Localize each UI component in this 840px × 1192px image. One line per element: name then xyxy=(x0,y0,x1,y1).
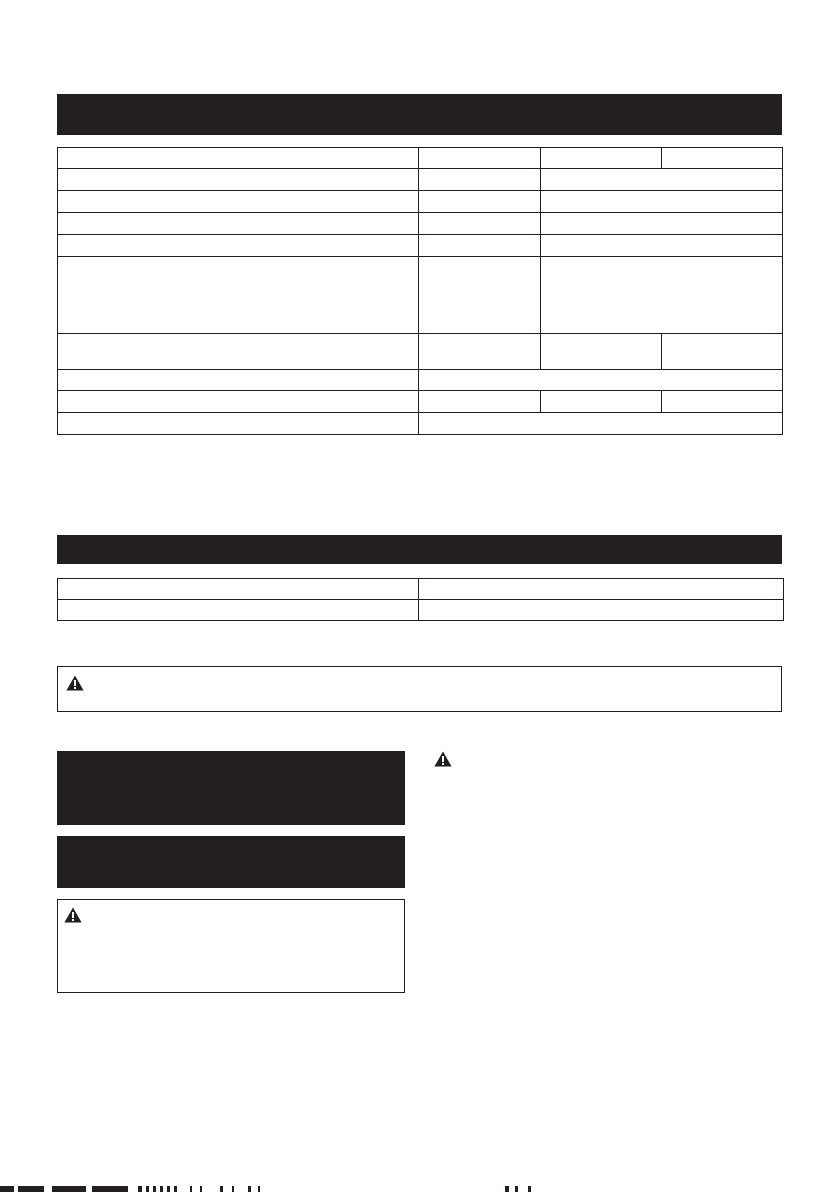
table-cell xyxy=(58,257,419,334)
table-cell xyxy=(540,235,782,257)
table-cell xyxy=(58,334,419,370)
table-row xyxy=(58,235,783,257)
warning-triangle-icon xyxy=(434,751,452,767)
table-row xyxy=(58,148,783,169)
warning-triangle-icon xyxy=(66,675,84,691)
table-row xyxy=(58,600,784,621)
table-row xyxy=(58,579,784,600)
table-cell xyxy=(58,213,419,235)
table-cell xyxy=(419,579,784,600)
table-cell xyxy=(661,391,782,413)
table-cell xyxy=(419,235,540,257)
table-row xyxy=(58,391,783,413)
table-cell xyxy=(540,391,661,413)
table-cell xyxy=(419,191,540,213)
table-cell xyxy=(661,148,782,169)
table-cell xyxy=(58,600,419,621)
table-row xyxy=(58,413,783,435)
table-cell xyxy=(419,413,783,435)
second-section-banner xyxy=(57,535,782,564)
table-cell xyxy=(540,213,782,235)
table-cell xyxy=(419,370,783,391)
second-table xyxy=(57,578,784,621)
table-cell xyxy=(58,235,419,257)
table-cell xyxy=(419,600,784,621)
table-cell xyxy=(58,413,419,435)
table-row xyxy=(58,257,783,334)
table-cell xyxy=(540,148,661,169)
table-cell xyxy=(540,169,782,191)
table-cell xyxy=(540,257,782,334)
table-cell xyxy=(661,334,782,370)
table-cell xyxy=(58,191,419,213)
table-cell xyxy=(419,148,540,169)
table-row xyxy=(58,334,783,370)
table-cell xyxy=(58,579,419,600)
table-row xyxy=(58,370,783,391)
table-cell xyxy=(58,169,419,191)
table-cell xyxy=(419,169,540,191)
table-cell xyxy=(58,148,419,169)
table-row xyxy=(58,191,783,213)
left-warning-box xyxy=(57,899,405,993)
table-cell xyxy=(540,334,661,370)
warning-triangle-icon xyxy=(64,907,82,923)
table-cell xyxy=(58,370,419,391)
table-cell xyxy=(419,334,540,370)
table-cell xyxy=(419,213,540,235)
table-row xyxy=(58,213,783,235)
specifications-table xyxy=(57,147,783,435)
table-cell xyxy=(419,257,540,334)
table-cell xyxy=(540,191,782,213)
table-cell xyxy=(58,391,419,413)
left-banner-one xyxy=(57,751,405,825)
table-row xyxy=(58,169,783,191)
specifications-banner xyxy=(57,94,782,135)
warning-box xyxy=(57,666,782,712)
footer-strip xyxy=(0,1186,840,1192)
table-cell xyxy=(419,391,540,413)
left-banner-two xyxy=(57,836,405,888)
